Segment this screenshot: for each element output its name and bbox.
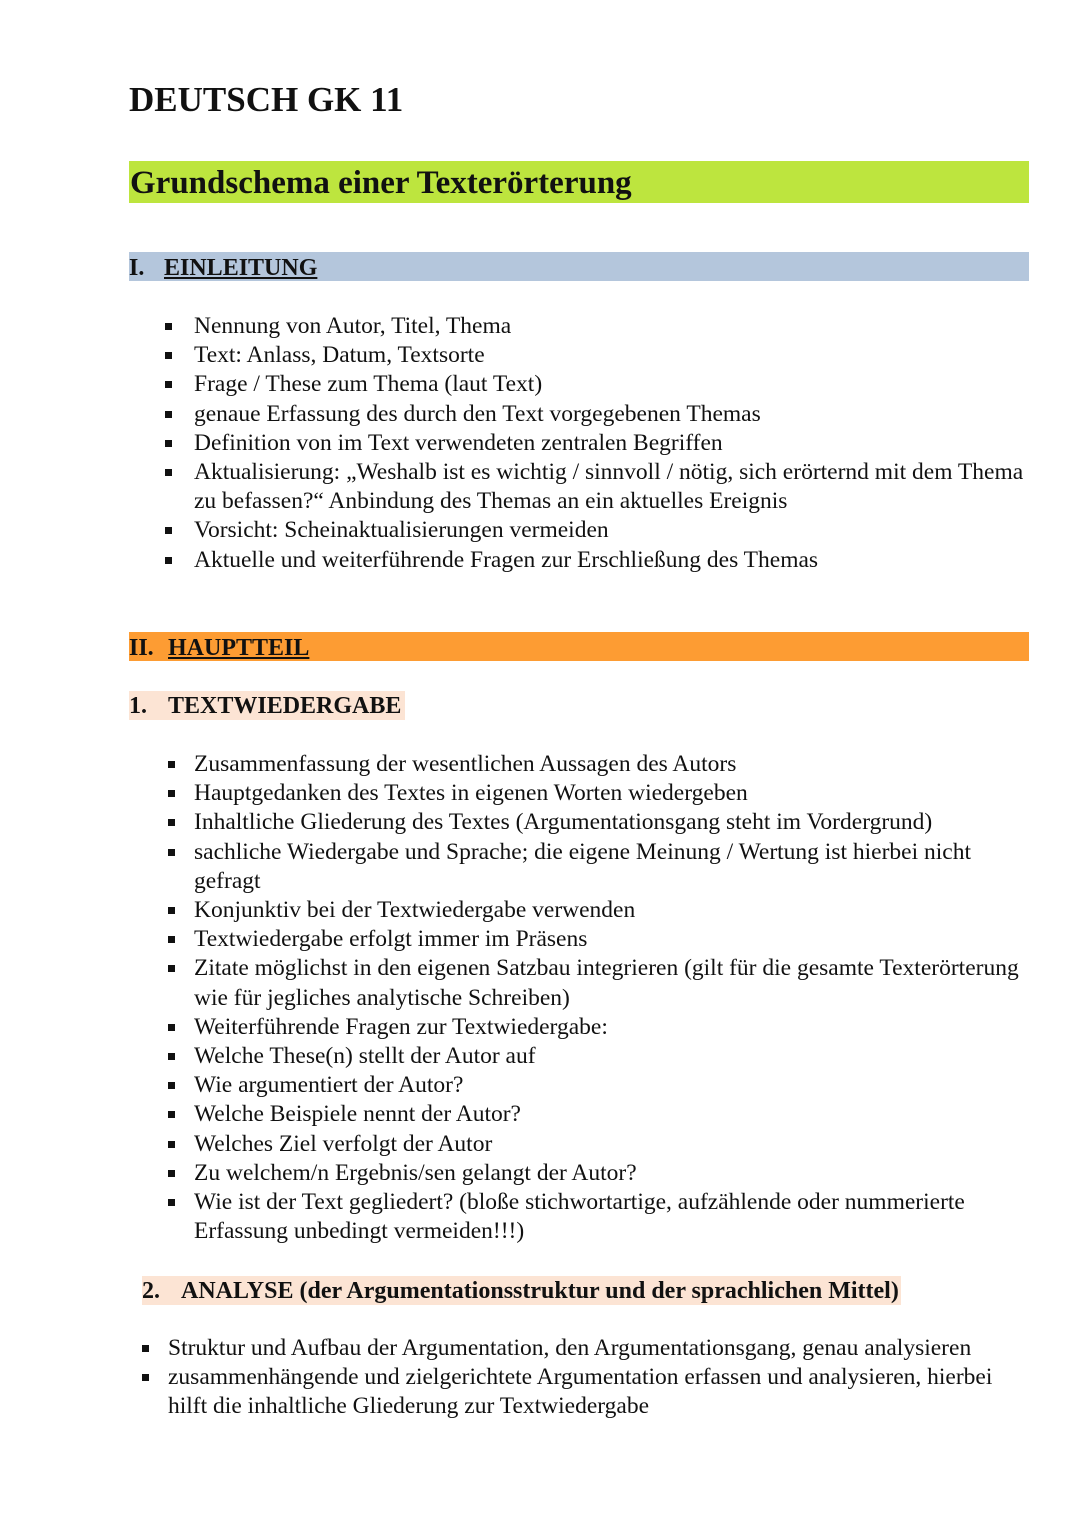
list-item: Weiterführende Fragen zur Textwiedergabe: <box>194 1013 1024 1042</box>
section-numeral: II. <box>129 635 154 661</box>
section-label: HAUPTTEIL <box>168 635 310 661</box>
list-item: Definition von im Text verwendeten zentralen Begriffen <box>194 429 1034 458</box>
list-item: Inhaltliche Gliederung des Textes (Argumentationsgang steht im Vordergrund) <box>194 808 1024 837</box>
document-title: DEUTSCH GK 11 <box>129 80 404 119</box>
list-item: Hauptgedanken des Textes in eigenen Worten wiedergeben <box>194 779 1024 808</box>
subsection-heading-textwiedergabe <box>129 691 405 720</box>
list-item: Struktur und Aufbau der Argumentation, den Argumentationsgang, genau analysieren <box>168 1334 1018 1363</box>
list-item: Konjunktiv bei der Textwiedergabe verwenden <box>194 896 1024 925</box>
list-item: Welches Ziel verfolgt der Autor <box>194 1130 1024 1159</box>
subsection-number: 2. <box>142 1278 160 1304</box>
list-item: Frage / These zum Thema (laut Text) <box>194 370 1034 399</box>
list-item: Aktuelle und weiterführende Fragen zur Erschließung des Themas <box>194 546 1034 575</box>
list-item: Welche These(n) stellt der Autor auf <box>194 1042 1024 1071</box>
list-item: zusammenhängende und zielgerichtete Argumentation erfassen und analysieren, hierbei hilft die inhaltliche Gliederung zur Textwiedergabe <box>168 1363 1018 1421</box>
subsection-number: 1. <box>129 693 147 719</box>
list-item: Zitate möglichst in den eigenen Satzbau integrieren (gilt für die gesamte Texterörterung wie für jegliches analytische Schreiben) <box>194 954 1024 1012</box>
list-item: sachliche Wiedergabe und Sprache; die eigene Meinung / Wertung ist hierbei nicht gefragt <box>194 838 1024 896</box>
section-label: EINLEITUNG <box>164 255 318 281</box>
list-item: genaue Erfassung des durch den Text vorgegebenen Themas <box>194 400 1034 429</box>
list-item: Wie ist der Text gegliedert? (bloße stichwortartige, aufzählende oder nummerierte Erfassung unbedingt vermeiden!!!) <box>194 1188 1024 1246</box>
section-heading-hauptteil <box>129 632 1029 661</box>
textwiedergabe-list <box>194 750 1024 1246</box>
list-item: Nennung von Autor, Titel, Thema <box>194 312 1034 341</box>
list-item: Wie argumentiert der Autor? <box>194 1071 1024 1100</box>
subsection-label: TEXTWIEDERGABE <box>168 693 402 719</box>
subsection-heading-analyse <box>142 1276 901 1305</box>
list-item: Vorsicht: Scheinaktualisierungen vermeiden <box>194 516 1034 545</box>
section-numeral: I. <box>129 255 145 281</box>
list-item: Welche Beispiele nennt der Autor? <box>194 1100 1024 1129</box>
list-item: Zusammenfassung der wesentlichen Aussagen des Autors <box>194 750 1024 779</box>
list-item: Aktualisierung: „Weshalb ist es wichtig / sinnvoll / nötig, sich erörternd mit dem Thema zu befassen?“ Anbindung des Themas an ein aktuelles Ereignis <box>194 458 1034 516</box>
einleitung-list <box>194 312 1034 575</box>
document-subtitle-text: Grundschema einer Texterörterung <box>130 165 632 201</box>
document-subtitle <box>129 161 1029 203</box>
analyse-list <box>168 1334 1018 1422</box>
list-item: Text: Anlass, Datum, Textsorte <box>194 341 1034 370</box>
subsection-label: ANALYSE (der Argumentationsstruktur und der sprachlichen Mittel) <box>181 1278 899 1304</box>
list-item: Textwiedergabe erfolgt immer im Präsens <box>194 925 1024 954</box>
section-heading-einleitung <box>129 252 1029 281</box>
list-item: Zu welchem/n Ergebnis/sen gelangt der Autor? <box>194 1159 1024 1188</box>
